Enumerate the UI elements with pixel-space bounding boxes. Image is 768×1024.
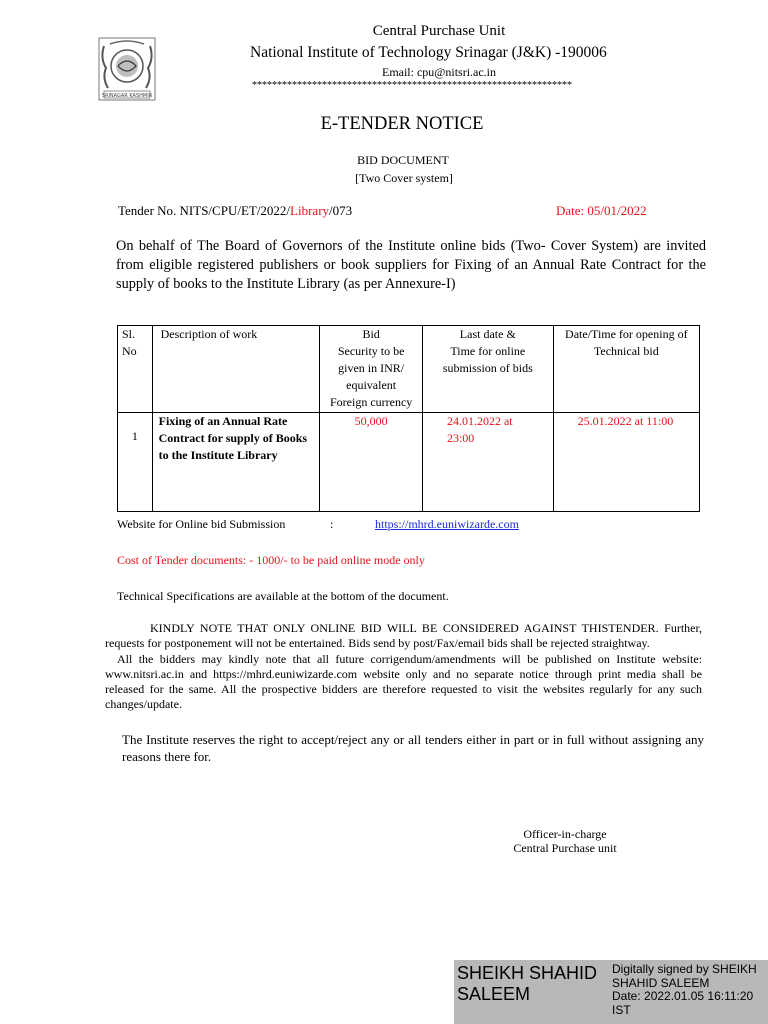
technical-specifications-note: Technical Specifications are available at the bottom of the document. [117,589,449,603]
table-header-row [118,326,700,413]
notice-date: Date: 05/01/2022 [556,203,647,218]
tender-table [117,325,700,512]
row-bid-security: 50,000 [320,413,423,512]
tender-suffix: /073 [329,203,353,218]
header-description: Description of work [152,326,320,413]
website-link[interactable]: https://mhrd.euniwizarde.com [375,517,519,531]
header-separator: **************************************************************** [252,80,572,91]
row-description: Fixing of an Annual Rate Contract for supply of Books to the Institute Library [152,413,320,512]
corrigendum-note: All the bidders may kindly note that all future corrigendum/amendments will be published on Institute website: www.nitsri.ac.in and https://mhrd.euniwizarde.com website only and no separate notice through print media shall be released for the same. All the prospective bidders are therefore requested to visit the websites regularly for any such changes/update. [105,652,702,711]
header-institute: National Institute of Technology Srinagar (J&K) -190006 [250,44,607,61]
website-label: Website for Online bid Submission [117,517,286,531]
intro-paragraph: On behalf of The Board of Governors of the Institute online bids (Two- Cover System) are invited from eligible registered publishers or book suppliers for Fixing of an Annual Rate Contract for the supply of books to the Institute Library (as per Annexure-I) [116,238,706,292]
svg-text:SRINAGAR KASHMIR: SRINAGAR KASHMIR [101,93,153,99]
table-row [118,413,700,512]
officer-unit: Central Purchase unit [513,841,617,855]
reserve-rights-note: The Institute reserves the right to accept/reject any or all tenders either in part or in full without assigning any reasons there for. [122,732,704,764]
notice-title: E-TENDER NOTICE [320,114,484,134]
tender-prefix: Tender No. NITS/CPU/ET/2022/ [118,203,291,218]
tender-library: Library [290,203,330,218]
tender-number [118,203,352,219]
header-opening: Date/Time for opening of Technical bid [553,326,699,413]
row-opening: 25.01.2022 at 11:00 [553,413,699,512]
row-last-date: 24.01.2022 at 23:00 [422,413,553,512]
header-last-date: Last date & Time for online submission of bids [422,326,553,413]
tender-cost: Cost of Tender documents: - 1000/- to be paid online mode only [117,553,425,567]
cover-system-label: [Two Cover system] [355,171,453,185]
officer-title: Officer-in-charge [523,827,607,841]
signature-info: Digitally signed by SHEIKH SHAHID SALEEM Date: 2022.01.05 16:11:20 IST [612,962,757,1017]
header-unit: Central Purchase Unit [372,23,506,39]
officer-signature-block [510,827,620,855]
website-colon: : [330,517,334,531]
bid-document-label: BID DOCUMENT [357,153,449,167]
header-sl: Sl. No [118,326,153,413]
header-email: Email: cpu@nitsri.ac.in [381,65,497,79]
row-sl: 1 [118,413,153,512]
online-bid-note: KINDLY NOTE THAT ONLY ONLINE BID WILL BE CONSIDERED AGAINST THISTENDER. Further, requests for postponement will not be entertained. Bids send by post/Fax/email bids shall be rejected straightway. [105,621,702,650]
header-bid-security: Bid Security to be given in INR/ equivalent Foreign currency [320,326,423,413]
signature-name: SHEIKH SHAHID SALEEM [457,963,598,1004]
